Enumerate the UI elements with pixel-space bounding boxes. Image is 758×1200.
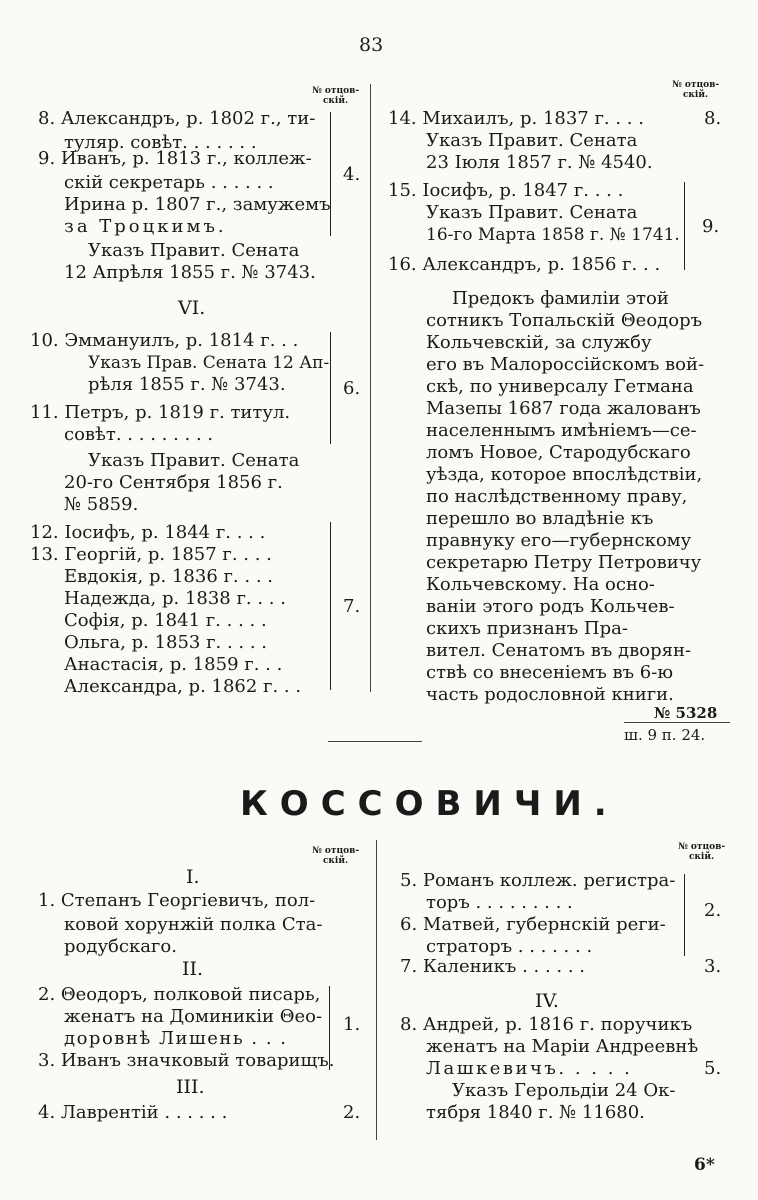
roman-i: I.: [186, 866, 200, 888]
decree-4: Указъ Правит. Сената: [426, 202, 638, 223]
decree-2: Указъ Правит. Сената: [88, 450, 300, 471]
decree-b: Указъ Герольдіи 24 Ок-: [452, 1080, 676, 1101]
decree-1-date: 12 Апрѣля 1855 г. № 3743.: [64, 262, 316, 283]
entry-b1-line3: родубскаго.: [64, 936, 177, 957]
brace-group-7: [330, 522, 331, 690]
decree-2-date: 20-го Сентября 1856 г.: [64, 472, 283, 493]
decree-2-number: № 5859.: [64, 494, 139, 515]
entry-16: 16. Александръ, р. 1856 г. . .: [388, 254, 661, 275]
archive-ref-shelf: ш. 9 п. 24.: [624, 726, 706, 744]
group-number-6: 6.: [343, 378, 361, 399]
brace-group-6: [330, 332, 331, 444]
group-number-7: 7.: [343, 596, 361, 617]
archive-ref-number: № 5328: [654, 704, 718, 722]
entry-b8-line2: женатъ на Маріи Андреевнѣ: [426, 1036, 699, 1057]
entry-9-line1: 9. Иванъ, р. 1813 г., коллеж-: [38, 148, 312, 169]
entry-9-line2: скій секретарь . . . . . .: [64, 172, 274, 193]
ref-underline: [624, 722, 730, 723]
entry-13: 13. Георгій, р. 1857 г. . . .: [30, 544, 272, 565]
col-header-top-right: № отцов- скій.: [672, 80, 720, 100]
group-number-4: 4.: [343, 164, 361, 185]
signature-mark: 6*: [694, 1155, 715, 1175]
entry-b5-line2: торъ . . . . . . . . .: [426, 892, 573, 913]
group-number-b2: 2.: [704, 900, 722, 921]
page-number: 83: [359, 34, 384, 56]
section-separator: [328, 741, 422, 742]
entry-11-line1: 11. Петръ, р. 1819 г. титул.: [30, 402, 291, 423]
entry-b8-line3: Лашкевичъ. . . . .: [426, 1058, 633, 1079]
decree-1: Указъ Правит. Сената: [88, 240, 300, 261]
number-8: 8.: [704, 108, 722, 129]
entry-15: 15. Іосифъ, р. 1847 г. . . .: [388, 180, 624, 201]
group-number-9: 9.: [702, 216, 720, 237]
decree-3-date: 23 Іюля 1857 г. № 4540.: [426, 152, 653, 173]
decree-3: Указъ Правит. Сената: [426, 130, 638, 151]
entry-irina-line1: Ирина р. 1807 г., замужемъ: [64, 194, 331, 215]
column-divider-bottom: [376, 840, 377, 1140]
entry-10-line3: рѣля 1855 г. № 3743.: [88, 374, 286, 395]
roman-iii: III.: [176, 1076, 205, 1098]
entry-sofia: Софія, р. 1841 г. . . . .: [64, 610, 267, 631]
entry-14: 14. Михаилъ, р. 1837 г. . . .: [388, 108, 644, 129]
entry-10-line1: 10. Эммануилъ, р. 1814 г. . .: [30, 330, 299, 351]
entry-10-line2: Указъ Прав. Сената 12 Ап-: [88, 353, 330, 373]
decree-b-date: тября 1840 г. № 11680.: [426, 1102, 645, 1123]
entry-evdokia: Евдокія, р. 1836 г. . . .: [64, 566, 273, 587]
entry-12: 12. Іосифъ, р. 1844 г. . . .: [30, 522, 266, 543]
entry-b6-line1: 6. Матвей, губернскій реги-: [400, 914, 666, 935]
section-title: КОССОВИЧИ.: [240, 784, 619, 824]
entry-8-line1: 8. Александръ, р. 1802 г., ти-: [38, 108, 316, 129]
decree-4-date: 16-го Марта 1858 г. № 1741.: [426, 225, 680, 245]
entry-nadezhda: Надежда, р. 1838 г. . . .: [64, 588, 286, 609]
entry-11-line2: совѣт. . . . . . . . .: [64, 424, 214, 445]
entry-b5-line1: 5. Романъ коллеж. регистра-: [400, 870, 676, 891]
roman-ii: II.: [182, 958, 204, 980]
entry-b1-line2: ковой хорунжій полка Ста-: [64, 914, 323, 935]
roman-iv: IV.: [535, 990, 559, 1012]
group-number-b1: 1.: [343, 1014, 361, 1035]
entry-8-line2: туляр. совѣт. . . . . . .: [64, 132, 257, 153]
entry-b2-line1: 2. Θеодоръ, полковой писарь,: [38, 984, 321, 1005]
col-header-bottom-left: № отцов- скій.: [312, 846, 360, 866]
number-b5: 5.: [704, 1058, 722, 1079]
col-header-top-left: № отцов- скій.: [312, 86, 360, 106]
brace-group-b1: [329, 986, 330, 1070]
entry-aleksandra: Александра, р. 1862 г. . .: [64, 676, 302, 697]
entry-b7: 7. Каленикъ . . . . . .: [400, 956, 586, 977]
entry-b4: 4. Лаврентій . . . . . .: [38, 1102, 228, 1123]
number-b2: 2.: [343, 1102, 361, 1123]
brace-group-b2: [684, 874, 685, 956]
entry-b1-line1: 1. Степанъ Георгіевичъ, пол-: [38, 890, 316, 911]
number-b3: 3.: [704, 956, 722, 977]
entry-b2-line2: женатъ на Доминикіи Θео-: [64, 1006, 323, 1027]
entry-anastasia: Анастасія, р. 1859 г. . .: [64, 654, 283, 675]
entry-b2-line3: доровнѣ Лишень . . .: [64, 1028, 288, 1049]
entry-b8-line1: 8. Андрей, р. 1816 г. поручикъ: [400, 1014, 693, 1035]
entry-b6-line2: страторъ . . . . . . .: [426, 936, 593, 957]
brace-group-4: [330, 112, 331, 236]
entry-b3: 3. Иванъ значковый товарищъ.: [38, 1050, 335, 1071]
brace-group-9: [684, 182, 685, 270]
col-header-bottom-right: № отцов- скій.: [678, 842, 726, 862]
column-divider-top: [370, 84, 371, 692]
roman-vi: VI.: [178, 297, 206, 319]
entry-olga: Ольга, р. 1853 г. . . . .: [64, 632, 268, 653]
document-page: 83 № отцов- скій. № отцов- скій. 8. Александръ, р. 1802 г., ти- туляр. совѣт. . . . . . . 9. Иванъ, р. 1813 г., коллеж- скій секретарь . . . . . . Ирина р. 1807 г., замужемъ за Троцкимъ. 4. Указъ Правит. Сената 12 Апрѣля 1855 г. № 3743. VI. 10. Эммануилъ, р. 1814 г. . . Указъ Прав. Сената 12 Ап- рѣля 1855 г. № 3743. 11. Петръ, р. 1819 г. титул. совѣт. . . . . . . . . 6. Указъ Правит. Сената 20-го Сентября 1856 г. № 5859. 12. Іосифъ, р. 1844 г. . . . 13. Георгій, р. 1857 г. . . . Евдокія, р. 1836 г. . . . Надежда, р. 1838 г. . . . Софія, р. 1841 г. . . . . Ольга, р. 1853 г. . . . . Анастасія, р. 1859 г. . . Александра, р. 1862 г. . . 7. 14. Михаилъ, р. 1837 г. . . . 8. Указъ Правит. Сената 23 Іюля 1857 г. № 4540. 15. Іосифъ, р. 1847 г. . . . Указъ Правит. Сената 16-го Марта 1858 г. № 1741. 16. Александръ, р. 1856 г. . . 9. Предокъ фамиліи этой сотникъ Топальскій Θеодоръ Кольчевскій, за службу его въ Малороссійскомъ вой- скѣ, по универсалу Гетмана Мазепы 1687 года жалованъ населеннымъ имѣніемъ—се- ломъ Новое, Стародубскаго уѣзда, которое впослѣдствіи, по наслѣдственному праву, перешло во владѣніе къ правнуку его—губернскому секретарю Петру Петровичу Кольчевскому. На осно- ваніи этого родъ Кольчев- скихъ признанъ Пра- вител. Сенатомъ въ дворян- ствѣ со внесеніемъ въ 6-ю часть родословной книги. № 5328 ш. 9 п. 24. КОССОВИЧИ. № отцов- скій. № отцов- скій. I. 1. Степанъ Георгіевичъ, пол- ковой хорунжій полка Ста- родубскаго. II. 2. Θеодоръ, полковой писарь, женатъ на Доминикіи Θео- доровнѣ Лишень . . . 3. Иванъ значковый товарищъ. 1. III. 4. Лаврентій . . . . . . 2. 5. Романъ коллеж. регистра- торъ . . . . . . . . . 6. Матвей, губернскій реги- страторъ . . . . . . . 2. 7. Каленикъ . . . . . . 3. IV. 8. Андрей, р. 1816 г. поручикъ женатъ на Маріи Андреевнѣ Лашкевичъ. . . . . 5. Указъ Герольдіи 24 Ок- тября 1840 г. № 11680. 6*: [0, 0, 758, 1200]
entry-irina-line2: за Троцкимъ.: [64, 216, 227, 237]
